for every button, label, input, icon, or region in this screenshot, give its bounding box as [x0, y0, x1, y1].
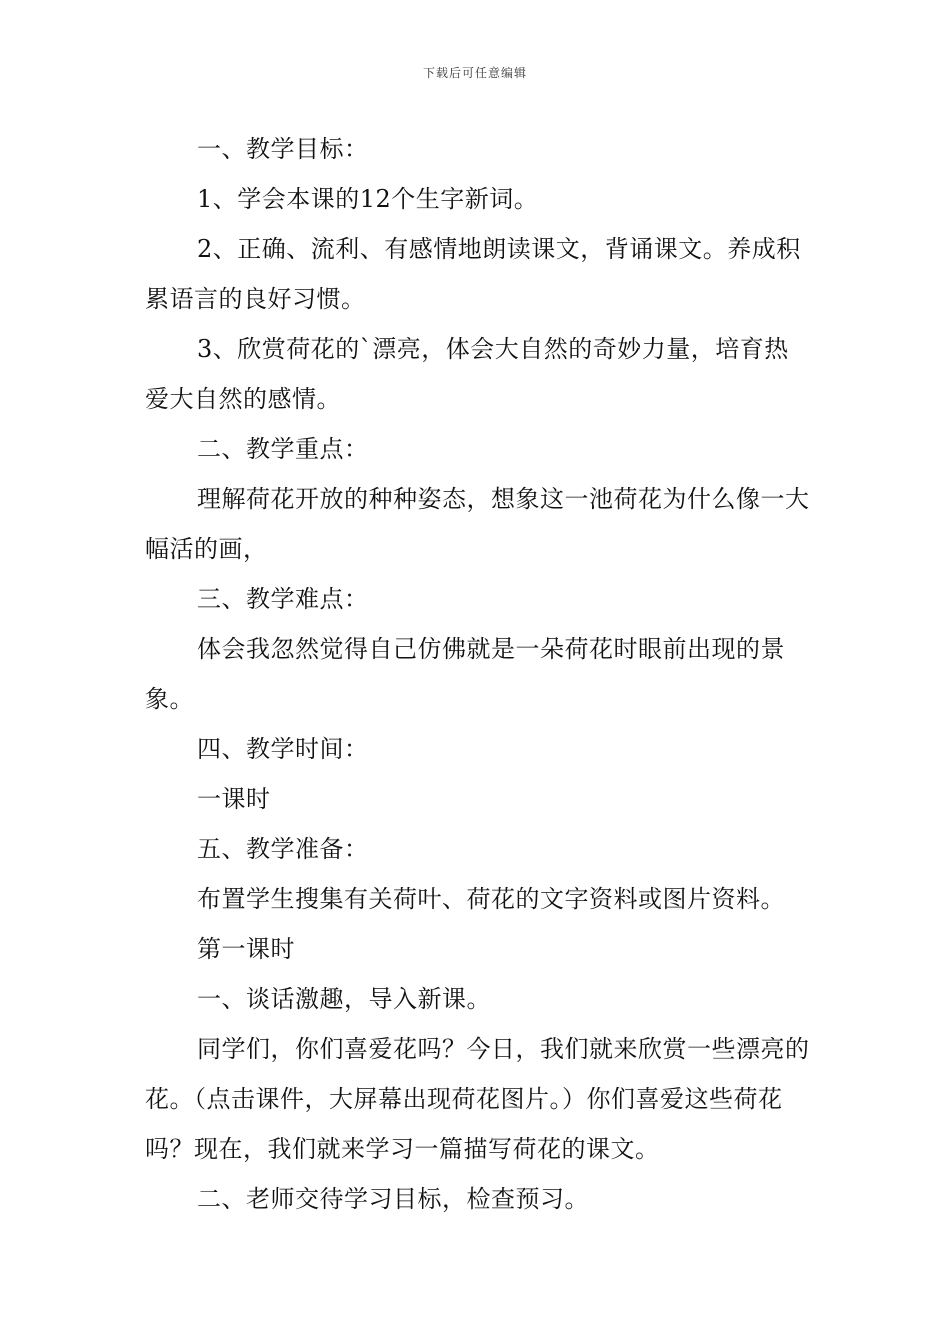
- difficulties-text: 体会我忽然觉得自己仿佛就是一朵荷花时眼前出现的景象。: [145, 635, 785, 713]
- heading-preparation: 五、教学准备：: [197, 835, 369, 863]
- heading-teaching-goals: 一、教学目标：: [197, 135, 369, 163]
- document-body: [145, 124, 810, 1224]
- heading-difficulties: 三、教学难点：: [197, 585, 369, 613]
- teaching-time-text: 一课时: [197, 785, 271, 813]
- heading-teaching-time: 四、教学时间：: [197, 735, 369, 763]
- step-1-heading: 一、谈话激趣，导入新课。: [197, 985, 491, 1013]
- goal-item-2: 2、正确、流利、有感情地朗读课文，背诵课文。养成积累语言的良好习惯。: [145, 235, 801, 313]
- step-1-text: 同学们，你们喜爱花吗？今日，我们就来欣赏一些漂亮的花。（点击课件，大屏幕出现荷花图片。）你们喜爱这些荷花吗？现在，我们就来学习一篇描写荷花的课文。: [145, 1035, 810, 1163]
- goal-item-1: 1、学会本课的12个生字新词。: [197, 185, 539, 213]
- download-note: 下载后可任意编辑: [422, 66, 527, 80]
- heading-key-points: 二、教学重点：: [197, 435, 369, 463]
- lesson-title: 第一课时: [197, 935, 295, 963]
- key-points-text: 理解荷花开放的种种姿态，想象这一池荷花为什么像一大幅活的画，: [145, 485, 810, 563]
- step-2-heading: 二、老师交待学习目标，检查预习。: [197, 1185, 589, 1213]
- preparation-text: 布置学生搜集有关荷叶、荷花的文字资料或图片资料。: [197, 885, 785, 913]
- goal-item-3: 3、欣赏荷花的`漂亮，体会大自然的奇妙力量，培育热爱大自然的感情。: [145, 335, 789, 413]
